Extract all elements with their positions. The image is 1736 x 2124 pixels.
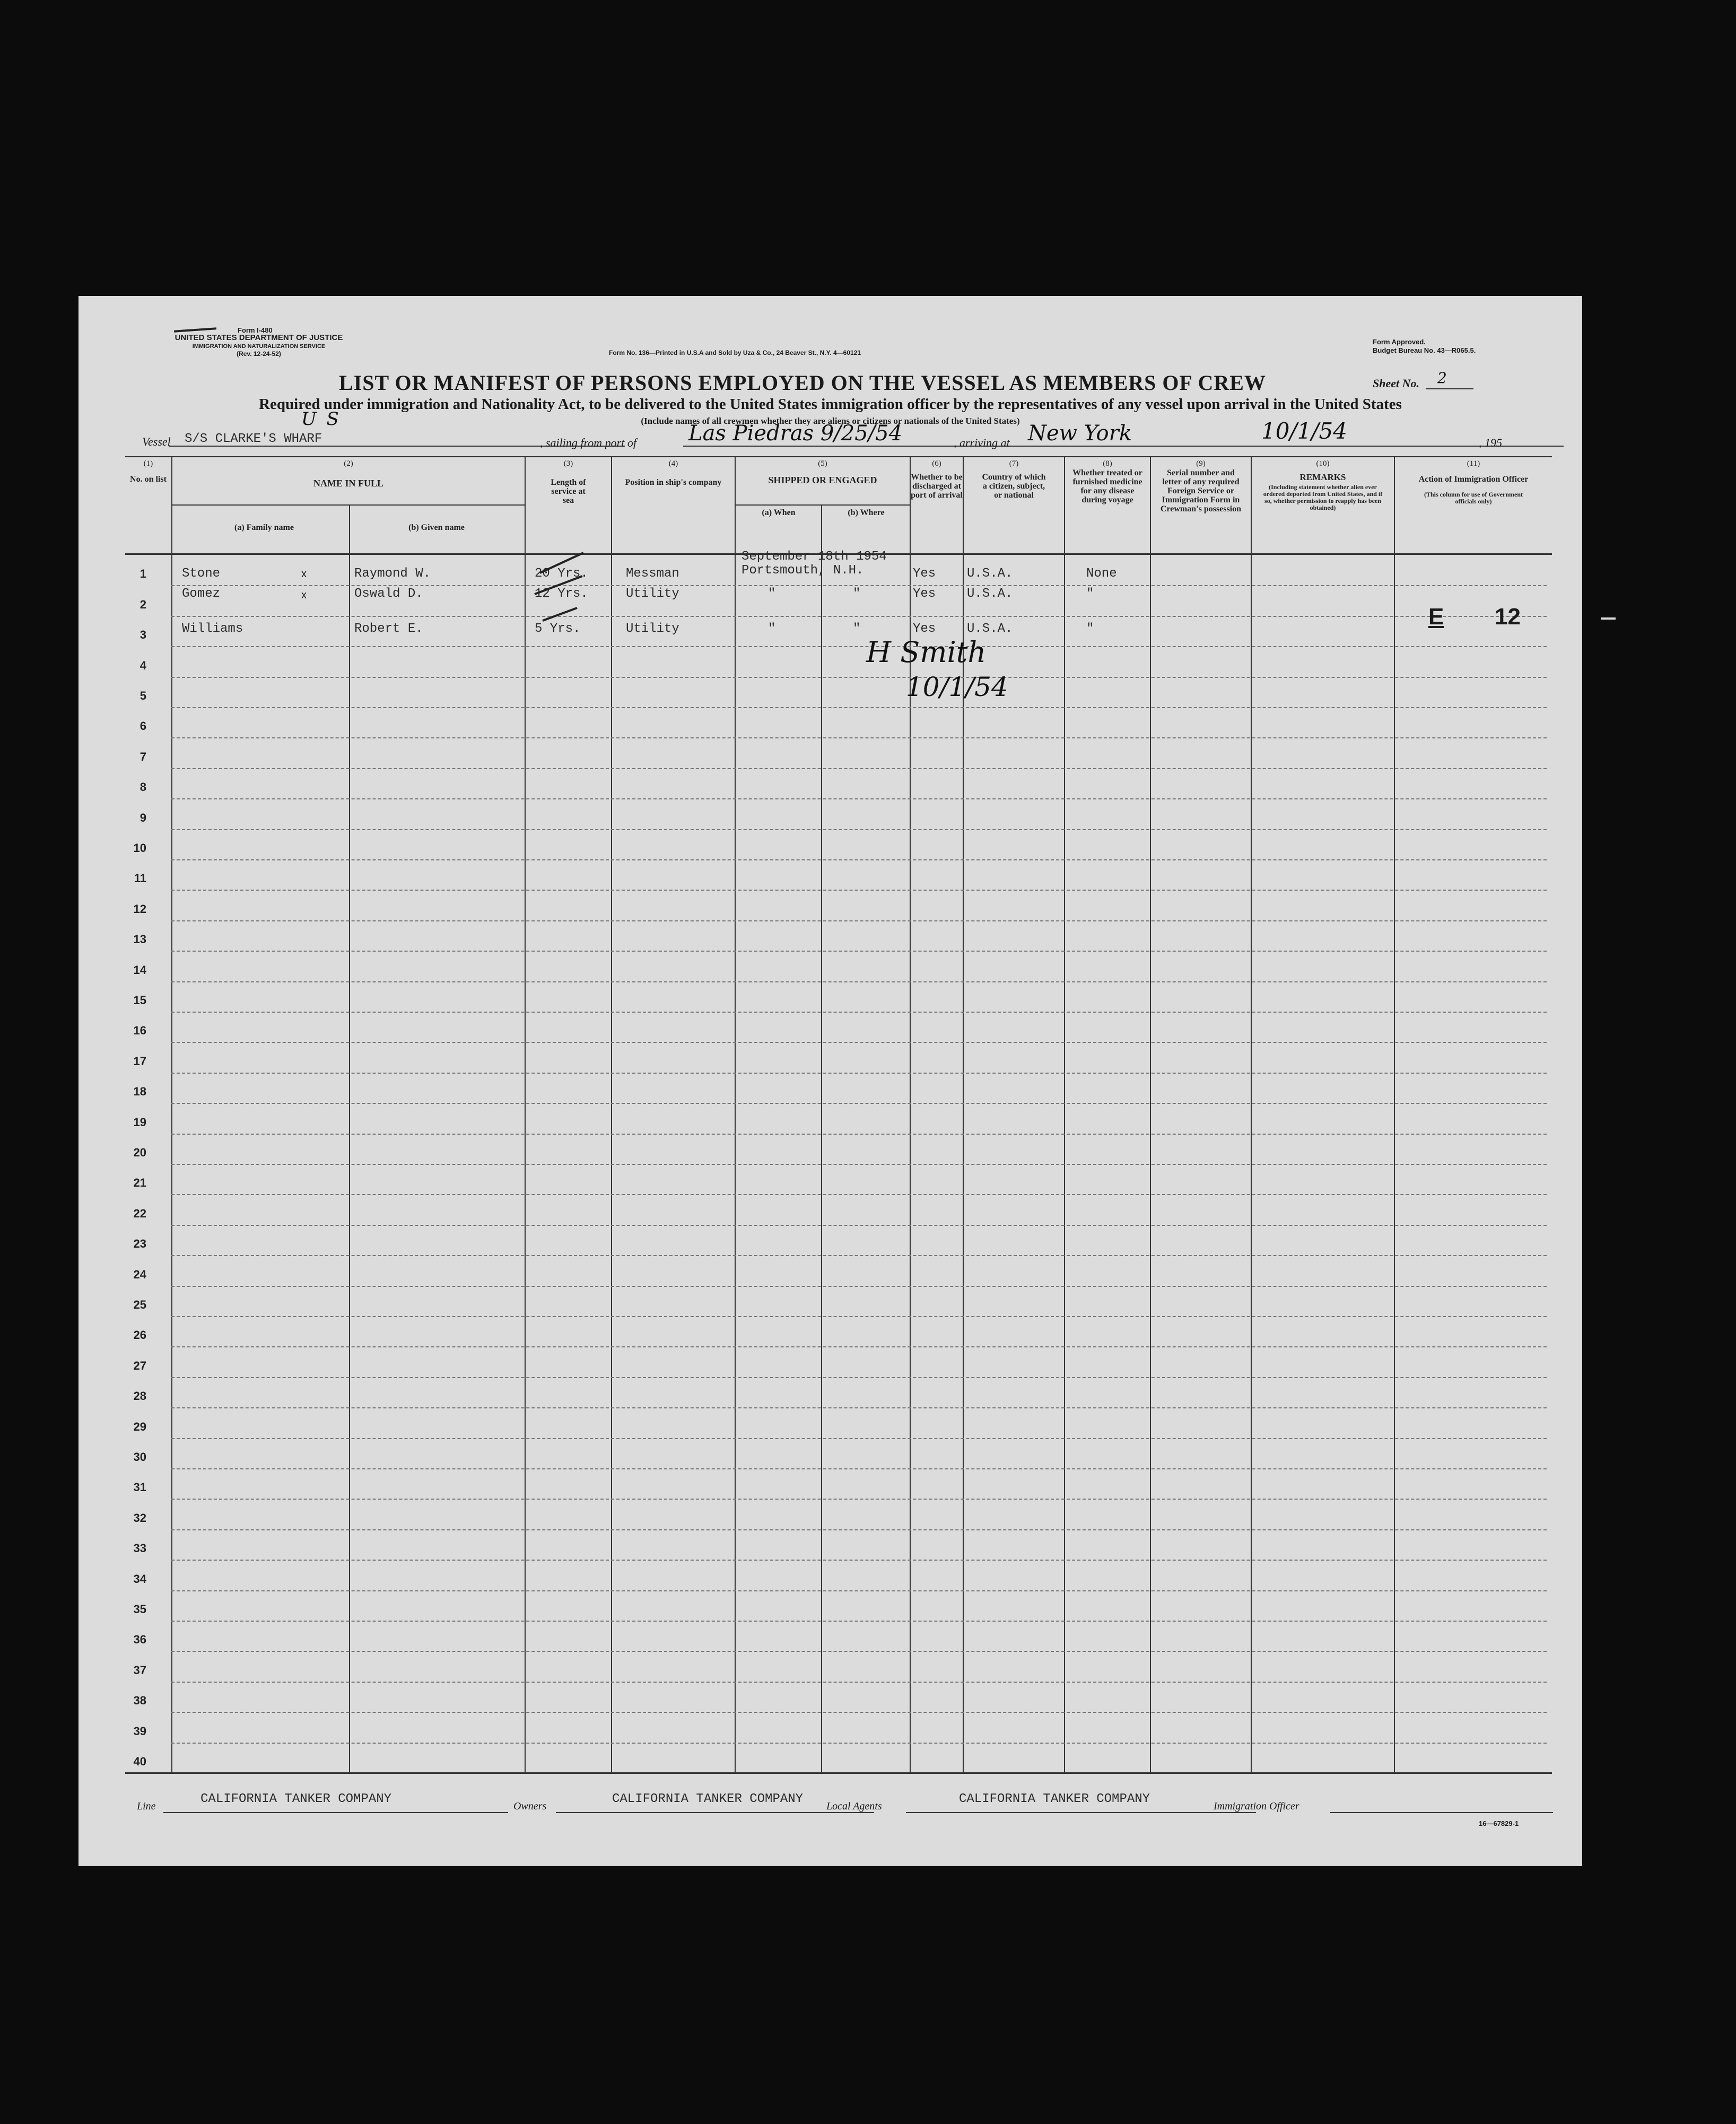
sailing-port: Las Piedras 9/25/54 [688, 421, 903, 446]
row-divider [171, 1712, 1547, 1713]
family-name: Stone [182, 567, 221, 581]
row-number: 8 [139, 780, 146, 794]
position: Utility [626, 587, 679, 601]
row-divider [171, 768, 1547, 769]
row-divider [171, 1499, 1547, 1500]
shipped-when: September 18th 1954 [741, 550, 887, 564]
form-id: Form I-480 [238, 326, 273, 334]
row-divider [171, 1255, 1547, 1256]
row-divider [171, 616, 1547, 617]
shipped-when: " [768, 622, 776, 636]
shipped-where: Portsmouth, N.H. [741, 563, 864, 578]
col5a-header: (a) When [762, 508, 796, 517]
service-name: IMMIGRATION AND NATURALIZATION SERVICE [192, 343, 326, 350]
row-number: 16 [133, 1024, 146, 1038]
vessel-label: Vessel [142, 435, 171, 448]
tick-marks [460, 545, 598, 630]
row-number: 25 [133, 1298, 146, 1311]
agents-label: Local Agents [826, 1800, 882, 1812]
col-divider [821, 504, 822, 1774]
crew-manifest-form [78, 296, 1582, 1866]
col-divider [525, 456, 526, 1774]
row-number: 13 [133, 933, 146, 946]
col-divider [1394, 456, 1395, 1774]
col-divider [1064, 456, 1065, 1774]
row-number: 22 [133, 1206, 146, 1220]
line-label: Line [137, 1800, 156, 1812]
row-number: 5 [139, 689, 146, 702]
col11-header: (11) Action of Immigration Officer (This column for use of Government officials only) [1418, 459, 1529, 505]
row-divider [171, 1529, 1547, 1530]
col-divider [349, 504, 350, 1774]
row-number: 32 [133, 1511, 146, 1525]
row-divider [171, 1407, 1547, 1408]
shipped-when: " [768, 587, 776, 601]
signature: H Smith [866, 636, 987, 669]
row-number: 34 [133, 1572, 146, 1586]
arriving-label: , arriving at [954, 436, 1010, 449]
row-number: 28 [133, 1389, 146, 1403]
position: Messman [626, 567, 679, 581]
given-name: Robert E. [354, 622, 423, 636]
row-number: 33 [133, 1542, 146, 1555]
row-number: 3 [139, 628, 146, 642]
row-number: 35 [133, 1603, 146, 1616]
form-subtitle: Required under immigration and Nationality Act, to be delivered to the United States immigration officer by the representatives of any vessel upon arrival in the United States [259, 396, 1402, 413]
row-number: 20 [133, 1146, 146, 1159]
officer-underline [1330, 1812, 1553, 1813]
officer-code: E [1428, 604, 1444, 630]
discharged: Yes [913, 622, 936, 636]
officer-number: 12 [1495, 604, 1521, 630]
row-number: 40 [133, 1755, 146, 1768]
arriving-port: New York [1028, 421, 1132, 446]
row-divider [171, 1651, 1547, 1652]
year-label: , 195 [1479, 436, 1502, 449]
row-number: 12 [133, 902, 146, 916]
row-divider [171, 1346, 1547, 1347]
check-mark: x [301, 589, 307, 601]
row-number: 27 [133, 1359, 146, 1372]
owners-value: CALIFORNIA TANKER COMPANY [612, 1792, 804, 1806]
col8-header: (8) Whether treated or furnished medicine for any disease during voyage [1072, 459, 1142, 504]
approval-note: Form Approved. [1373, 338, 1426, 346]
row-divider [171, 1286, 1547, 1287]
row-divider [171, 737, 1547, 738]
service-length: 12 Yrs. [535, 587, 588, 601]
country: U.S.A. [967, 587, 1013, 601]
country: U.S.A. [967, 622, 1013, 636]
row-divider [171, 677, 1547, 678]
row-number: 36 [133, 1633, 146, 1647]
shipped-subheader-line [735, 504, 910, 506]
form-subnote: (Include names of all crewmen whether they are aliens or citizens or nationals of the United States) [641, 416, 1020, 426]
position: Utility [626, 622, 679, 636]
row-number: 29 [133, 1420, 146, 1433]
check-mark: x [301, 568, 307, 580]
row-divider [171, 1468, 1547, 1469]
row-divider [171, 1225, 1547, 1226]
sheet-number: 2 [1437, 369, 1447, 387]
row-divider [171, 1438, 1547, 1439]
row-number: 2 [139, 597, 146, 611]
row-number: 7 [139, 750, 146, 763]
col-divider [171, 456, 172, 1774]
discharged: Yes [913, 587, 936, 601]
row-divider [171, 1164, 1547, 1165]
row-divider [171, 1134, 1547, 1135]
sheet-number-line [1426, 376, 1473, 389]
service-length: 20 Yrs. [535, 567, 588, 581]
row-divider [171, 890, 1547, 891]
row-divider [171, 951, 1547, 952]
row-divider [171, 798, 1547, 799]
agents-value: CALIFORNIA TANKER COMPANY [959, 1792, 1150, 1806]
row-divider [171, 646, 1547, 647]
sailing-label: , sailing from port of [540, 436, 636, 449]
col-divider [611, 456, 612, 1774]
printer-note: Form No. 136—Printed in U.S.A and Sold by Uza & Co., 24 Beaver St., N.Y. 4—60121 [609, 349, 861, 356]
vessel-handwritten: U S [301, 408, 341, 430]
owners-label: Owners [513, 1800, 547, 1812]
col5b-header: (b) Where [848, 508, 885, 517]
row-number: 18 [133, 1085, 146, 1099]
row-divider [171, 1682, 1547, 1683]
row-divider [171, 829, 1547, 830]
row-number: 15 [133, 994, 146, 1007]
signature-date: 10/1/54 [906, 672, 1008, 702]
col3-header: (3) Length of service at sea [551, 459, 586, 505]
form-code: 16—67829-1 [1479, 1820, 1519, 1827]
vessel-name: S/S CLARKE'S WHARF [185, 432, 322, 446]
row-number: 9 [139, 811, 146, 824]
row-number: 31 [133, 1481, 146, 1494]
row-divider [171, 1560, 1547, 1561]
treated: " [1086, 587, 1094, 601]
row-divider [171, 1621, 1547, 1622]
row-divider [171, 981, 1547, 982]
row-number: 39 [133, 1724, 146, 1738]
row-number: 11 [134, 872, 146, 885]
row-divider [171, 1103, 1547, 1104]
row-divider [171, 859, 1547, 860]
col10-header: (10) REMARKS (Including statement whether alien ever ordered deported from United States, and if so, whether permission to reapply has been obtained) [1263, 459, 1383, 511]
discharged: Yes [913, 567, 936, 581]
name-subheader-line [171, 504, 525, 506]
row-number: 10 [133, 841, 146, 855]
col2a-header: (a) Family name [234, 523, 294, 532]
edge-tick [1601, 617, 1616, 620]
treated: None [1086, 567, 1117, 581]
family-name: Gomez [182, 587, 221, 601]
row-divider [171, 1042, 1547, 1043]
sheet-label: Sheet No. [1373, 377, 1419, 390]
family-name: Williams [182, 622, 243, 636]
officer-label: Immigration Officer [1214, 1800, 1299, 1812]
arrival-date: 10/1/54 [1261, 418, 1347, 444]
treated: " [1086, 622, 1094, 636]
shipped-where: " [853, 622, 861, 636]
row-number: 38 [133, 1694, 146, 1708]
line-value: CALIFORNIA TANKER COMPANY [200, 1792, 392, 1806]
row-divider [171, 1590, 1547, 1591]
revision: (Rev. 12-24-52) [237, 350, 281, 358]
col9-header: (9) Serial number and letter of any required Foreign Service or Immigration Form in Crewman's possession [1160, 459, 1242, 513]
pen-mark [174, 327, 216, 333]
col2b-header: (b) Given name [408, 523, 465, 532]
row-divider [171, 1012, 1547, 1013]
row-divider [171, 1743, 1547, 1744]
department-name: UNITED STATES DEPARTMENT OF JUSTICE [175, 333, 343, 342]
row-divider [171, 1194, 1547, 1195]
col4-header: (4) Position in ship's company [625, 459, 722, 487]
table-bottom-border [125, 1772, 1552, 1774]
row-number: 37 [133, 1663, 146, 1677]
row-divider [171, 1073, 1547, 1074]
table-top-border [125, 456, 1552, 457]
service-length: 5 Yrs. [535, 622, 581, 636]
row-number: 24 [133, 1267, 146, 1281]
row-number: 1 [139, 567, 146, 581]
row-divider [171, 920, 1547, 921]
col1-header: (1) No. on list [130, 459, 167, 484]
row-number: 19 [133, 1115, 146, 1129]
given-name: Oswald D. [354, 587, 423, 601]
row-number: 14 [133, 963, 146, 977]
row-divider [171, 1316, 1547, 1317]
row-number: 17 [133, 1054, 146, 1068]
row-number: 21 [133, 1176, 146, 1190]
country: U.S.A. [967, 567, 1013, 581]
col7-header: (7) Country of which a citizen, subject, or national [982, 459, 1046, 500]
col5-header: (5) SHIPPED OR ENGAGED [768, 459, 877, 485]
row-number: 30 [133, 1450, 146, 1464]
col-divider [1251, 456, 1252, 1774]
row-divider [171, 1377, 1547, 1378]
row-number: 4 [139, 658, 146, 672]
col-divider [1150, 456, 1151, 1774]
row-number: 23 [133, 1237, 146, 1251]
col6-header: (6) Whether to be discharged at port of arrival [911, 459, 963, 500]
shipped-where: " [853, 587, 861, 601]
budget-note: Budget Bureau No. 43—R065.5. [1373, 346, 1476, 354]
row-divider [171, 707, 1547, 708]
form-title: LIST OR MANIFEST OF PERSONS EMPLOYED ON THE VESSEL AS MEMBERS OF CREW [339, 371, 1266, 395]
row-number: 26 [133, 1328, 146, 1342]
agents-underline [906, 1812, 1256, 1813]
col-divider [735, 456, 736, 1774]
given-name: Raymond W. [354, 567, 431, 581]
col2-header: (2) NAME IN FULL [313, 459, 383, 489]
row-number: 6 [139, 719, 146, 733]
line-underline [163, 1812, 508, 1813]
